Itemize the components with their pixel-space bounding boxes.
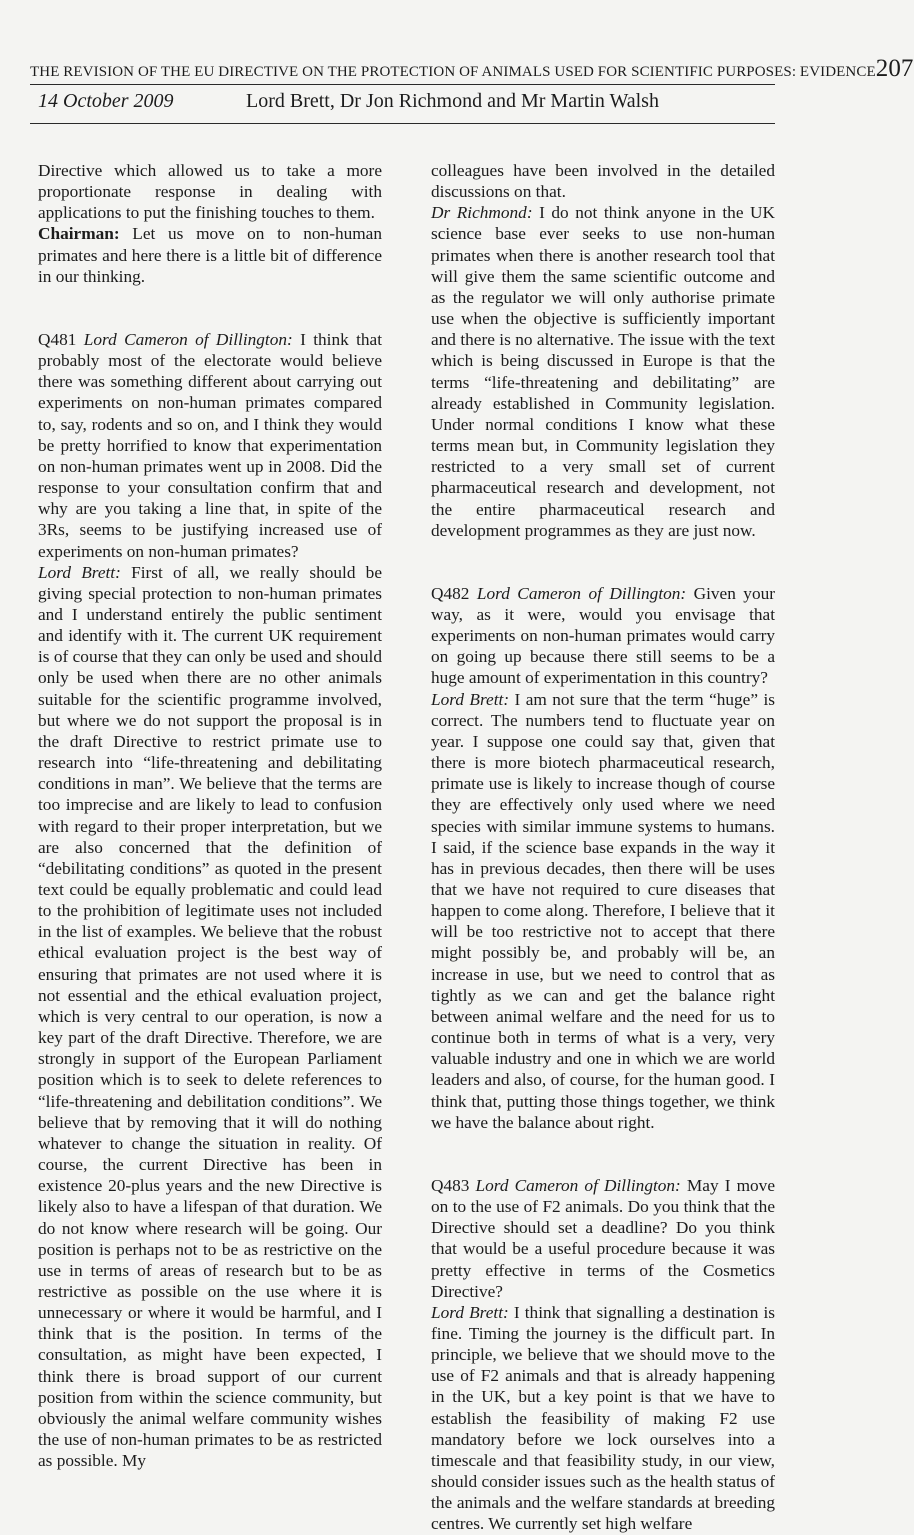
paragraph-text: I think that probably most of the electorate would believe there was something different about carrying out experiments on non-human primates compared to, say, rodents and so on, and I think they would be pretty horrified to know that experimentation on non-human primates went up in 2008. Did the response to your consultation confirm that and why are you taking a line that, in spite of the 3Rs, seems to be justifying increased use of experiments on non-human primates?	[38, 329, 382, 561]
paragraph-text: First of all, we really should be giving special protection to non-human primates and I understand entirely the public sentiment and identify with it. The current UK requirement is of course that they can only be used and should only be used when there are no other animals suitable for the scientific programme involved, but where we do not support the proposal is in the draft Directive to restrict primate use to research into “life-threatening and debilitating conditions in man”. We believe that the terms are too imprecise and are likely to lead to confusion with regard to their proper interpretation, but we are also concerned that the definition of “debilitating conditions” as quoted in the present text could be equally problematic and could lead to the prohibition of legitimate uses not included in the list of examples. We believe that the robust ethical evaluation project is the best way of ensuring that primates are not used where it is not essential and the ethical evaluation project, which is very central to our operation, is now a key part of the draft Directive. Therefore, we are strongly in support of the European Parliament position which is to seek to delete references to “life-threatening and debilitation conditions”. We believe that by removing that it will do nothing whatever to change the situation in reality. Of course, the current Directive has been in existence 20-plus years and the new Directive is likely also to have a lifespan of that duration. We do not know where research will be going. Our position is perhaps not to be as restrictive on the use in terms of areas of research but to be as restrictive as possible on the use where it is unnecessary or where it would be harmful, and I think that is the position. In terms of the consultation, as might have been expected, I think there is broad support of our current position from within the science community, but obviously the animal welfare community wishes the use of non-human primates to be as restricted as possible. My	[38, 562, 382, 1471]
speaker-label: Lord Cameron of Dillington:	[469, 583, 687, 603]
paragraph-text: I do not think anyone in the UK science base ever seeks to use non-human primates when there is another research tool that will give them the same scientific outcome and as the regulator we will only authorise primate use when the objective is sufficiently important and there is no alternative. The issue with the text which is being discussed in Europe is that the terms “life-threatening and debilitating” are already established in Community legislation. Under normal conditions I know what these terms mean but, in Community legislation they restricted to a very small set of current pharmaceutical research and development, not the entire pharmaceutical research and development programmes as they are just now.	[431, 203, 775, 540]
header-rule-top	[30, 84, 775, 85]
paragraph-text: I am not sure that the term “huge” is correct. The numbers tend to fluctuate year on year. I suppose one could say that, given that there is more biotech pharmaceutical research, primate use is likely to increase though of course they are effectively only used where we need species with similar immune systems to humans. I said, if the science base expands in the way it has in previous decades, then there will be uses that we have not required to cure diseases that happen to come along. Therefore, I believe that it will be too restrictive not to accept that there might possibly be, and probably will be, an increase in use, but we need to control that as tightly as we can and get the balance right between animal welfare and the need for us to continue both in terms of what is a very, very valuable industry and one in which we are world leaders and also, of course, for the human good. I think that, putting those things together, we think we have the balance about right.	[431, 689, 775, 1132]
answer-q483	[431, 1302, 775, 1535]
question-number: Q481	[38, 329, 77, 349]
session-date: 14 October 2009	[38, 90, 174, 112]
running-header	[30, 55, 914, 82]
question-number: Q482	[431, 583, 470, 603]
running-header-title: THE REVISION OF THE EU DIRECTIVE ON THE PROTECTION OF ANIMALS USED FOR SCIENTIFIC PURPOSES: EVIDENCE	[30, 64, 876, 80]
session-line	[38, 90, 773, 113]
question-q483	[431, 1175, 775, 1302]
session-witnesses: Lord Brett, Dr Jon Richmond and Mr Martin Walsh	[246, 90, 659, 112]
speaker-label: Lord Brett:	[431, 1302, 509, 1322]
question-q481	[38, 329, 382, 562]
left-column	[38, 160, 382, 1471]
paragraph-continuation: Directive which allowed us to take a more proportionate response in dealing with applications to put the finishing touches to them.	[38, 161, 382, 223]
question-q482	[431, 583, 775, 689]
paragraph-chairman	[38, 223, 382, 286]
speaker-label: Chairman:	[38, 224, 120, 244]
speaker-label: Lord Brett:	[38, 562, 121, 582]
paragraph-text: Given your way, as it were, would you envisage that experiments on non-human primates would carry on going up because there still seems to be a huge amount of experimentation in this country?	[431, 583, 775, 688]
speaker-label: Lord Cameron of Dillington:	[469, 1175, 681, 1195]
paragraph-text: I think that signalling a destination is fine. Timing the journey is the difficult part. In principle, we believe that we should move to the use of F2 animals and that is already happening in the UK, but a key point is that we have to establish the feasibility of making F2 use mandatory before we lock ourselves into a timescale and that feasibility study, in our view, should consider issues such as the health status of the animals and the welfare standards at breeding centres. We currently set high welfare	[431, 1302, 775, 1534]
answer-richmond	[431, 202, 775, 541]
paragraph-continuation: colleagues have been involved in the detailed discussions on that.	[431, 161, 775, 202]
paragraph-text: May I move on to the use of F2 animals. Do you think that the Directive should set a deadline? Do you think that would be a useful procedure because it was pretty effective in terms of the Cosmetics Directive?	[431, 1175, 775, 1301]
answer-q482	[431, 689, 775, 1133]
page-number: 207	[875, 55, 914, 82]
paragraph-text: Let us move on to non-human primates and here there is a little bit of difference in our thinking.	[38, 224, 382, 286]
speaker-label: Lord Brett:	[431, 689, 510, 709]
question-number: Q483	[431, 1175, 470, 1195]
answer-q481	[38, 562, 382, 1472]
right-column	[431, 160, 775, 1535]
speaker-label: Lord Cameron of Dillington:	[76, 329, 293, 349]
speaker-label: Dr Richmond:	[431, 203, 533, 223]
header-rule-bottom	[30, 123, 775, 124]
